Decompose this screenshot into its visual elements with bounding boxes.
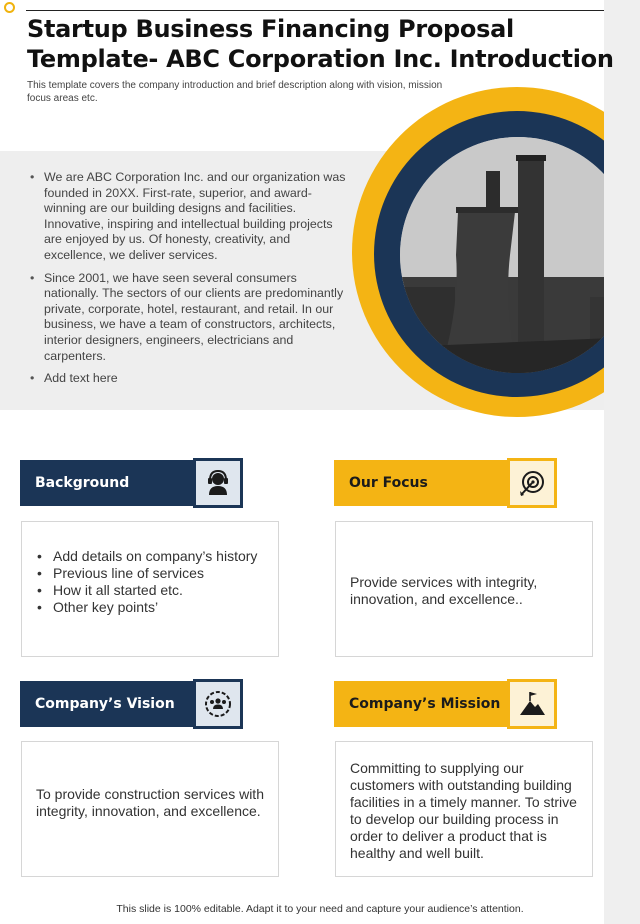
focus-label: Our Focus [334, 460, 510, 506]
focus-text: Provide services with integrity, innovation, and excellence.. [350, 574, 538, 607]
page-subtitle: This template covers the company introduction and brief description along with vision, mission focus areas etc. [27, 80, 443, 104]
mission-text: Committing to supplying our customers with outstanding building facilities in a timely manner. To strive to develop our building process in order to deliver a product that is healthy and well built. [350, 760, 577, 861]
list-item: • Add details on company’s history [35, 548, 267, 565]
vision-label: Company’s Vision [20, 681, 196, 727]
intro-bullet: • Since 2001, we have seen several consumers nationally. The sectors of our clients are predominantly private, corporate, hotel, restaurant, and retail. In our business, we have a team of constructors, architects, interior designers, engineers, electricians and carpenters. [28, 271, 348, 365]
page-title: Startup Business Financing Proposal Template- ABC Corporation Inc. Introduction [27, 15, 614, 73]
intro-list [28, 170, 348, 394]
top-rule [26, 10, 604, 11]
mission-label: Company’s Mission [334, 681, 510, 727]
focus-card [335, 521, 593, 657]
mission-card [335, 741, 593, 877]
list-item: • Previous line of services [35, 565, 267, 582]
intro-bullet: • We are ABC Corporation Inc. and our organization was founded in 20XX. First-rate, superior, and award-winning are our building designs and facilities. Innovative, inspiring and intellectual building projects are enjoyed by us. Of honesty, creativity, and excellence, we deliver services. [28, 170, 348, 264]
right-edge-clip [604, 80, 640, 420]
target-icon [507, 458, 557, 508]
mountain-flag-icon [507, 679, 557, 729]
intro-bullet: • Add text here [28, 371, 348, 387]
list-item: • How it all started etc. [35, 582, 267, 599]
corner-circle-icon [4, 2, 15, 13]
intro-image-ring [352, 87, 640, 417]
background-list [35, 548, 267, 616]
headset-person-icon [193, 458, 243, 508]
background-card [21, 521, 279, 657]
list-item: • Other key points’ [35, 599, 267, 616]
footer-note: This slide is 100% editable. Adapt it to your need and capture your audience’s attention. [116, 903, 524, 915]
vision-text: To provide construction services with integrity, innovation, and excellence. [36, 786, 264, 819]
vision-card [21, 741, 279, 877]
industrial-cooling-tower-photo [400, 137, 636, 373]
team-gear-icon [193, 679, 243, 729]
background-label: Background [20, 460, 196, 506]
